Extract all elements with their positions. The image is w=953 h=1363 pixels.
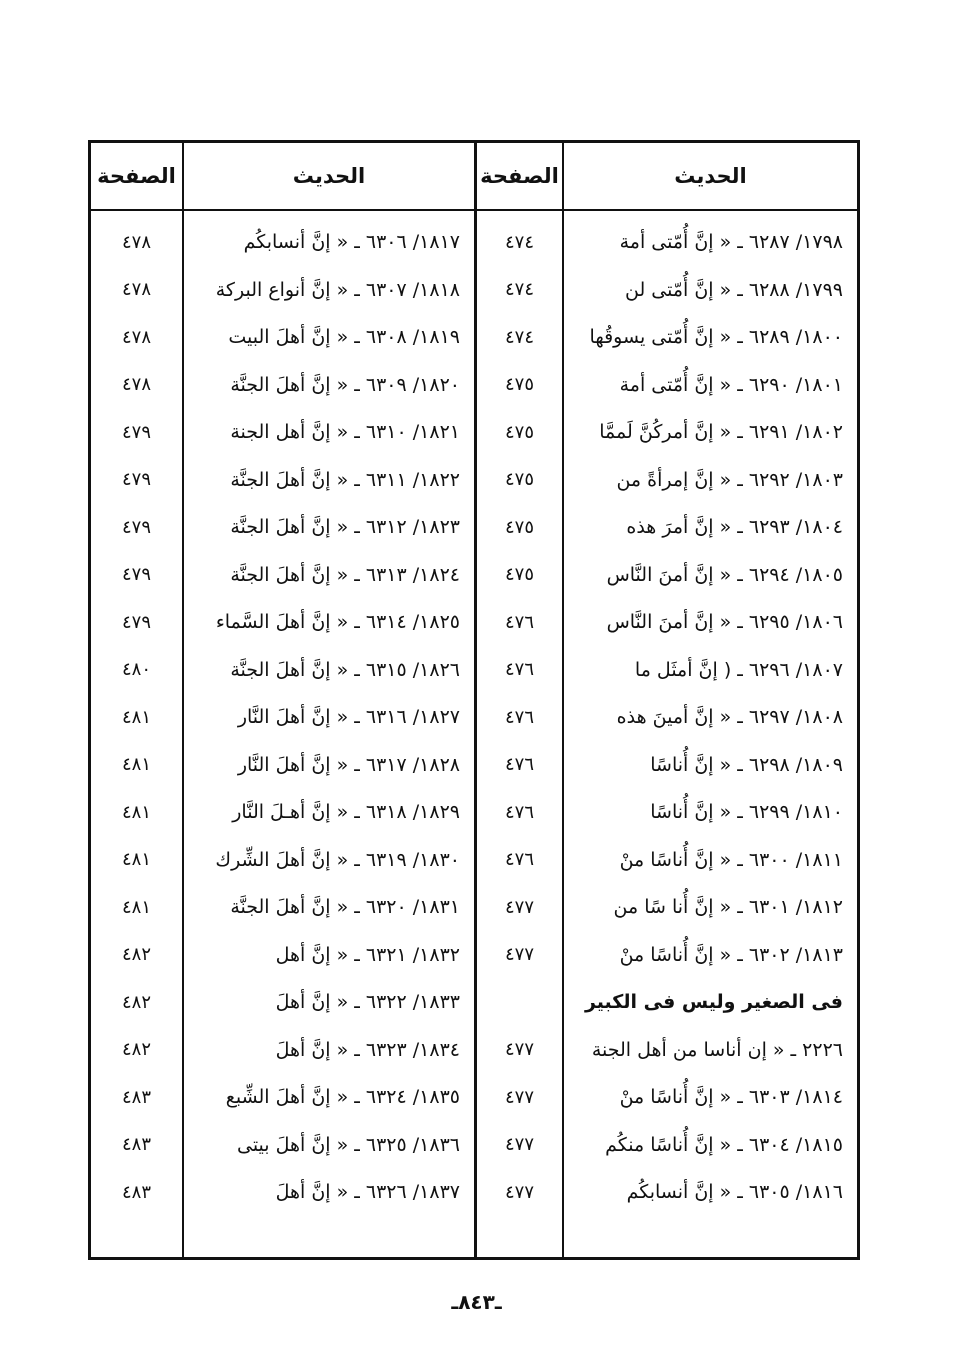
page-ref: ٤٧٩ [121, 516, 151, 538]
hadith-entry: ١٨١٣/ ٦٣٠٢ ـ « إنَّ أُناسًا منْ [619, 943, 843, 966]
table-row [91, 313, 857, 361]
page-ref: ٤٧٩ [121, 611, 151, 633]
hadith-entry: ١٨٠٨/ ٦٢٩٧ ـ « إنَّ أمينَ هذه [616, 706, 843, 728]
page-ref: ٤٧٦ [504, 659, 534, 680]
page-ref: ٤٧٧ [504, 944, 534, 965]
page-ref: ٤٨١ [121, 706, 151, 728]
hadith-entry: ١٨٠٥/ ٦٢٩٤ ـ « إنَّ أمنَ النَّاس [606, 563, 843, 586]
hadith-entry: ١٨٣٧/ ٦٣٢٦ ـ « إنَّ أهلَ [275, 1181, 460, 1203]
hadith-entry: ١٨٢٤/ ٦٣١٣ ـ « إنَّ أهلَ الجنَّة [230, 563, 460, 586]
hadith-entry: ١٨٢٩/ ٦٣١٨ ـ « إنَّ أهـلَ النَّار [232, 801, 460, 823]
header-page-left: الصفحة [97, 164, 176, 188]
index-table [88, 140, 860, 1260]
hadith-entry: ١٨١٢/ ٦٣٠١ ـ « إنَّ أُنا سًا من [613, 896, 843, 918]
table-row [91, 693, 857, 741]
page-ref: ٤٨٠ [121, 659, 151, 680]
table-row [91, 788, 857, 836]
page-ref: ٤٧٨ [121, 231, 151, 253]
table-row [91, 551, 857, 599]
hadith-entry: ١٨٣٦/ ٦٣٢٥ ـ « إنَّ أهلَ بيتى [236, 1133, 460, 1156]
page-ref: ٤٨١ [121, 849, 151, 870]
table-row [91, 836, 857, 884]
hadith-entry: ١٨٢٥/ ٦٣١٤ ـ « إنَّ أهلَ السَّماء [215, 611, 460, 633]
hadith-entry: ١٨٢٦/ ٦٣١٥ ـ « إنَّ أهلَ الجنَّة [230, 658, 460, 681]
header-page-right: الصفحة [480, 164, 559, 188]
hadith-entry: ١٨٢٨/ ٦٣١٧ ـ « إنَّ أهلَ النَّار [237, 753, 460, 776]
section-heading: فى الصغير وليس فى الكبير [584, 991, 843, 1013]
page-ref: ٤٧٧ [504, 1086, 534, 1108]
hadith-entry: ١٧٩٨/ ٦٢٨٧ ـ « إنَّ أُمّتى أمة [619, 231, 843, 253]
hadith-entry: ١٧٩٩/ ٦٢٨٨ ـ « إنَّ أُمّتى لن [624, 278, 843, 301]
page-ref: ٤٧٥ [504, 516, 534, 538]
page-ref: ٤٧٩ [121, 564, 151, 585]
hadith-entry: ١٨٠٦/ ٦٢٩٥ ـ « إنَّ أمنَ النَّاس [606, 611, 843, 633]
hadith-entry: ١٨١١/ ٦٣٠٠ ـ « إنَّ أُناسًا منْ [619, 848, 843, 871]
page-ref: ٤٧٧ [504, 1039, 534, 1060]
hadith-entry: ١٨٢٧/ ٦٣١٦ ـ « إنَّ أهلَ النَّار [237, 706, 460, 728]
table-row [91, 931, 857, 979]
page-ref: ٤٧٧ [504, 896, 534, 918]
hadith-entry: ١٨٠٣/ ٦٢٩٢ ـ « إنَّ إمرأةً من [616, 468, 843, 491]
page-ref: ٤٧٦ [504, 754, 534, 775]
page-ref: ٤٨١ [121, 754, 151, 775]
page-ref: ٤٧٥ [504, 469, 534, 490]
page-ref: ٤٨٢ [121, 991, 151, 1013]
hadith-entry: ١٨١٠/ ٦٢٩٩ ـ « إنَّ أُناسًا [650, 801, 843, 823]
page-ref: ٤٧٦ [504, 706, 534, 728]
hadith-entry: ١٨٣٣/ ٦٣٢٢ ـ « إنَّ أهلَ [275, 991, 460, 1013]
hadith-entry: ١٨٣٠/ ٦٣١٩ ـ « إنَّ أهلَ الشِّرك [215, 848, 460, 871]
page-ref: ٤٧٧ [504, 1181, 534, 1203]
page-ref: ٤٨٣ [121, 1181, 151, 1203]
hadith-entry: ١٨٢٠/ ٦٣٠٩ ـ « إنَّ أهلَ الجنَّة [230, 373, 460, 396]
page-ref: ٤٧٤ [504, 326, 534, 348]
hadith-entry: ١٨٣٢/ ٦٣٢١ ـ « إنَّ أهل [275, 943, 460, 966]
table-row [91, 408, 857, 456]
hadith-entry: ١٨١٥/ ٦٣٠٤ ـ « إنَّ أُناسًا منكُم [605, 1133, 843, 1156]
hadith-entry: ٢٢٢٦ ـ « إن أناسا من أهل الجنة [591, 1038, 843, 1061]
page-ref: ٤٨٢ [121, 1039, 151, 1060]
page-ref: ٤٧٦ [504, 611, 534, 633]
table-row [91, 1073, 857, 1121]
hadith-entry: ١٨٣١/ ٦٣٢٠ ـ « إنَّ أهلَ الجنَّة [230, 896, 460, 918]
page-ref: ٤٨١ [121, 896, 151, 918]
hadith-entry: ١٨٢٢/ ٦٣١١ ـ « إنَّ أهلَ الجنَّة [230, 468, 460, 491]
page-ref: ٤٧٦ [504, 801, 534, 823]
page-ref: ٤٧٧ [504, 1134, 534, 1155]
header-divider [91, 209, 857, 211]
hadith-entry: ١٨٣٤/ ٦٣٢٣ ـ « إنَّ أهلَ [275, 1038, 460, 1061]
table-row [91, 883, 857, 931]
header-hadith-right: الحديث [674, 164, 747, 188]
page-ref: ٤٧٩ [121, 469, 151, 490]
page-ref: ٤٧٨ [121, 279, 151, 300]
hadith-entry: ١٨٠٧/ ٦٢٩٦ ـ ( إنَّ أمثَل ما [634, 658, 843, 681]
table-row [91, 1168, 857, 1216]
table-row [91, 456, 857, 504]
table-row [91, 978, 857, 1026]
table-row [91, 741, 857, 789]
page-ref: ٤٧٥ [504, 421, 534, 443]
page-number: ـ٨٤٣ـ [451, 1290, 502, 1314]
table-row [91, 503, 857, 551]
table-row [91, 266, 857, 314]
table-row [91, 598, 857, 646]
hadith-entry: ١٨٠٤/ ٦٢٩٣ ـ « إنَّ أمرَ هذه [626, 516, 843, 538]
hadith-entry: ١٨١٧/ ٦٣٠٦ ـ « إنَّ أنسابكُم [243, 231, 460, 253]
page-ref: ٤٨٢ [121, 944, 151, 965]
page-ref: ٤٧٩ [121, 421, 151, 443]
page-ref: ٤٨١ [121, 801, 151, 823]
page-ref: ٤٧٥ [504, 564, 534, 585]
page-ref: ٤٧٤ [504, 279, 534, 300]
table-row [91, 1121, 857, 1169]
hadith-entry: ١٨٢١/ ٦٣١٠ ـ « إنَّ أهل الجنة [230, 421, 460, 443]
hadith-entry: ١٨٣٥/ ٦٣٢٤ ـ « إنَّ أهلَ الشِّبع [225, 1086, 460, 1108]
page-ref: ٤٧٨ [121, 374, 151, 395]
hadith-entry: ١٨١٨/ ٦٣٠٧ ـ « إنَّ أنواع البركة [215, 278, 460, 301]
header-hadith-left: الحديث [292, 164, 366, 188]
page-ref: ٤٧٤ [504, 231, 534, 253]
hadith-entry: ١٨٠٩/ ٦٢٩٨ ـ « إنَّ أُناسًا [650, 753, 843, 776]
hadith-entry: ١٨٠٠/ ٦٢٨٩ ـ « إنَّ أُمّتى يسوقُها [589, 326, 843, 348]
page-ref: ٤٧٨ [121, 326, 151, 348]
table-row [91, 218, 857, 266]
hadith-entry: ١٨١٦/ ٦٣٠٥ ـ « إنَّ أنسابكُم [626, 1181, 843, 1203]
page-ref: ٤٧٦ [504, 849, 534, 870]
hadith-entry: ١٨١٩/ ٦٣٠٨ ـ « إنَّ أهلَ البيت [228, 326, 460, 348]
table-row [91, 361, 857, 409]
page-ref: ٤٧٥ [504, 374, 534, 395]
hadith-entry: ١٨٠١/ ٦٢٩٠ ـ « إنَّ أُمّتى أمة [619, 373, 843, 396]
hadith-entry: ١٨٠٢/ ٦٢٩١ ـ « إنَّ أمركُنَّ لَممَّا [599, 421, 843, 443]
hadith-entry: ١٨٢٣/ ٦٣١٢ ـ « إنَّ أهلَ الجنَّة [230, 516, 460, 538]
hadith-entry: ١٨١٤/ ٦٣٠٣ ـ « إنَّ أُناسًا منْ [619, 1086, 843, 1108]
table-row [91, 1026, 857, 1074]
page-ref: ٤٨٣ [121, 1086, 151, 1108]
table-row [91, 646, 857, 694]
page-ref: ٤٨٣ [121, 1134, 151, 1155]
